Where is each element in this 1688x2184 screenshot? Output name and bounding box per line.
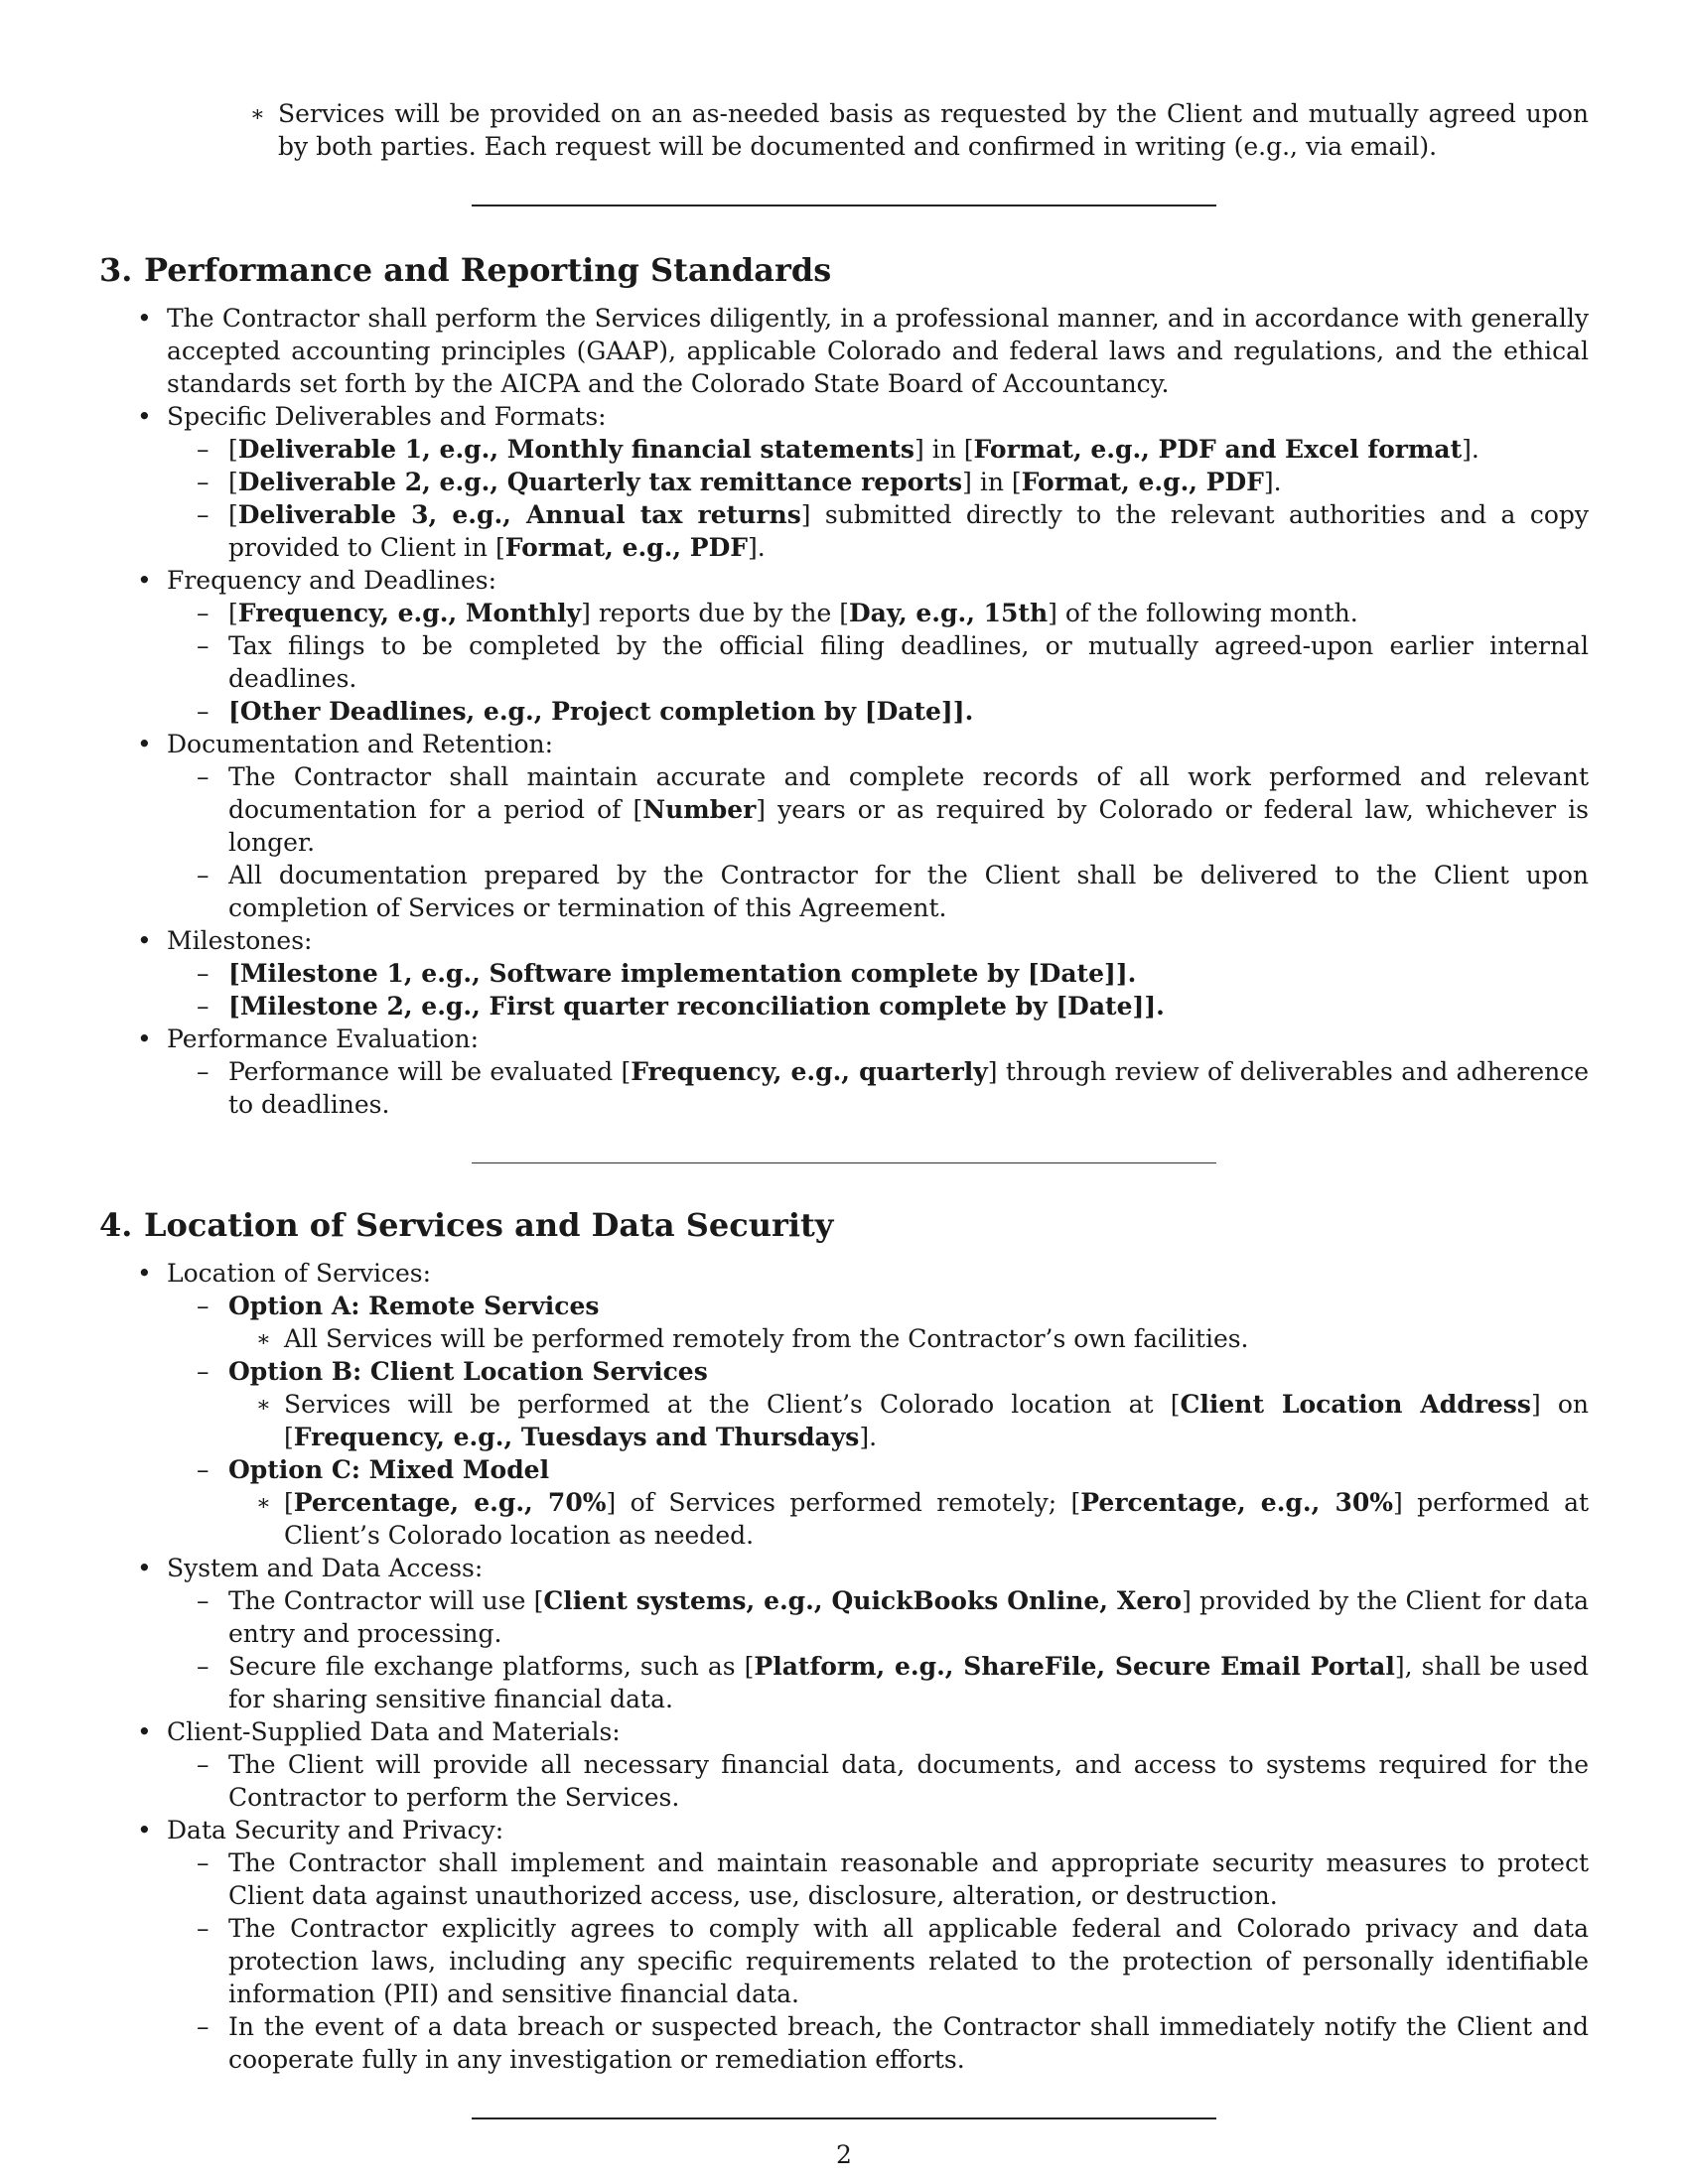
list-item: [99, 564, 1589, 728]
list-item: [167, 1846, 1589, 1912]
item-text: Secure file exchange platforms, such as: [228, 1652, 736, 1681]
item-label: Location of Services:: [167, 1259, 431, 1288]
item-label: Milestones:: [167, 926, 313, 955]
asterisk-bullet-icon: ∗: [250, 102, 265, 127]
section-title: Location of Services and Data Security: [144, 1206, 834, 1244]
frequency-list: [99, 597, 1589, 728]
list-item: [99, 1023, 1589, 1121]
placeholder-text: Platform, e.g., ShareFile, Secure Email Portal: [754, 1652, 1395, 1681]
list-item: – [Deliverable 1, e.g., Monthly financial statements] in [Format, e.g., PDF and Excel format].: [167, 433, 1589, 466]
option-a-details: [167, 1322, 1589, 1355]
placeholder-text: Format, e.g., PDF: [504, 533, 748, 562]
placeholder-text: Client systems, e.g., QuickBooks Online, Xero: [543, 1586, 1183, 1615]
item-text: , shall be used for sharing sensitive financial data.: [228, 1652, 1589, 1713]
item-text: The Contractor explicitly agrees to comply with all applicable federal and Colorado privacy and data protection laws, including any specific requirements related to the protection of personally identifiable information (PII) and sensitive financial data.: [228, 1914, 1589, 2008]
list-item: [99, 1257, 1589, 1552]
item-text: The Contractor shall implement and maintain reasonable and appropriate security measures to protect Client data against unauthorized access, use, disclosure, alteration, or destruction.: [228, 1848, 1589, 1910]
location-options-list: [99, 1290, 1589, 1552]
placeholder-text: Day, e.g., 15th: [848, 599, 1049, 627]
option-b-details: [167, 1388, 1589, 1453]
placeholder-text: Format, e.g., PDF and Excel format: [973, 435, 1463, 464]
placeholder-text: [Milestone 1, e.g., Software implementation complete by [Date]].: [228, 959, 1137, 988]
placeholder-text: Frequency, e.g., quarterly: [631, 1057, 988, 1086]
placeholder-text: Percentage, e.g., 70%: [293, 1488, 607, 1517]
list-item: – The Contractor shall maintain accurate and complete records of all work performed and relevant documentation for a period of [Number] years or as required by Colorado or federal law, whichever is longer.: [167, 760, 1589, 859]
list-item: [167, 629, 1589, 695]
item-text: in: [979, 468, 1004, 496]
item-text: The Contractor shall perform the Services diligently, in a professional manner, and in accordance with generally accepted accounting principles (GAAP), applicable Colorado and federal laws and regulations, and the ethical standards set forth by the AICPA and the Colorado State Board of Accountancy.: [167, 304, 1589, 398]
list-item: – [Deliverable 3, e.g., Annual tax returns] submitted directly to the relevant authorities and a copy provided to Client in [Format, e.g., PDF].: [167, 498, 1589, 564]
list-item: [99, 728, 1589, 924]
option-title: Option C: Mixed Model: [228, 1455, 550, 1484]
item-label: Documentation and Retention:: [167, 730, 554, 758]
list-item: ∗ [Percentage, e.g., 70%] of Services performed remotely; [Percentage, e.g., 30%] performed at Client’s Colorado location as needed.: [228, 1486, 1589, 1552]
evaluation-list: [99, 1055, 1589, 1121]
placeholder-text: Deliverable 2, e.g., Quarterly tax remittance reports: [237, 468, 963, 496]
continued-list: [248, 97, 1589, 163]
section4-list: [99, 1257, 1589, 2076]
list-item: [167, 695, 1589, 728]
list-item: [167, 990, 1589, 1023]
list-item: [167, 859, 1589, 924]
list-item: [167, 1912, 1589, 2010]
item-text: performed at Client’s Colorado location as needed.: [284, 1488, 1590, 1550]
placeholder-text: Percentage, e.g., 30%: [1080, 1488, 1393, 1517]
section-heading-performance: [99, 250, 1589, 290]
page-number: 2: [836, 2140, 852, 2169]
list-item: – Performance will be evaluated [Frequency, e.g., quarterly] through review of deliverables and adherence to deadlines.: [167, 1055, 1589, 1121]
placeholder-text: Frequency, e.g., Monthly: [237, 599, 582, 627]
option-title: Option A: Remote Services: [228, 1292, 600, 1320]
placeholder-text: Frequency, e.g., Tuesdays and Thursdays: [293, 1423, 860, 1451]
list-item: [167, 1453, 1589, 1552]
list-item: – [Frequency, e.g., Monthly] reports due by the [Day, e.g., 15th] of the following month.: [167, 597, 1589, 629]
item-text: on: [1557, 1390, 1590, 1419]
item-text: in: [931, 435, 956, 464]
deliverables-list: [99, 433, 1589, 564]
section-title: Performance and Reporting Standards: [144, 251, 832, 289]
list-item: [228, 1322, 1589, 1355]
item-text: Services will be performed at the Client’s Colorado location at: [284, 1390, 1154, 1419]
item-text: years or as required by Colorado or federal law, whichever is longer.: [228, 795, 1590, 857]
item-label: Specific Deliverables and Formats:: [167, 402, 607, 431]
security-list: [99, 1846, 1589, 2076]
milestones-list: [99, 957, 1589, 1023]
section3-list: [99, 302, 1589, 1121]
section-divider: [472, 2117, 1216, 2119]
item-text: reports due by the: [598, 599, 832, 627]
list-item: – Secure file exchange platforms, such as [Platform, e.g., ShareFile, Secure Email Portal], shall be used for sharing sensitive financial data.: [167, 1650, 1589, 1715]
item-text: The Contractor will use: [228, 1586, 526, 1615]
list-item: – [Deliverable 2, e.g., Quarterly tax remittance reports] in [Format, e.g., PDF].: [167, 466, 1589, 498]
list-item: [99, 1552, 1589, 1715]
item-text: through review of deliverables and adherence to deadlines.: [228, 1057, 1590, 1119]
placeholder-text: [Milestone 2, e.g., First quarter reconciliation complete by [Date]].: [228, 992, 1165, 1021]
page-content: [99, 97, 1589, 2119]
placeholder-text: Format, e.g., PDF: [1021, 468, 1264, 496]
placeholder-text: Deliverable 3, e.g., Annual tax returns: [237, 500, 801, 529]
section-heading-location: [99, 1205, 1589, 1245]
system-access-list: [99, 1584, 1589, 1715]
item-text: of the following month.: [1064, 599, 1358, 627]
placeholder-text: Client Location Address: [1180, 1390, 1531, 1419]
item-label: System and Data Access:: [167, 1554, 484, 1582]
list-item: [167, 1748, 1589, 1814]
supplied-data-list: [99, 1748, 1589, 1814]
option-c-details: [167, 1486, 1589, 1552]
item-label: Performance Evaluation:: [167, 1024, 480, 1053]
item-text: Performance will be evaluated: [228, 1057, 614, 1086]
list-item: [248, 97, 1589, 163]
list-item: [99, 400, 1589, 564]
list-item: [99, 924, 1589, 1023]
list-item: [167, 1355, 1589, 1453]
item-text: of Services performed remotely;: [630, 1488, 1057, 1517]
item-text: The Contractor shall maintain accurate and complete records of all work performed and relevant documentation for a period of: [228, 762, 1589, 824]
item-text: submitted directly to the relevant authorities and a copy provided to Client in: [228, 500, 1589, 562]
item-text: Services will be provided on an as-needed basis as requested by the Client and mutually agreed upon by both parties. Each request will be documented and confirmed in writing (e.g., via email).: [278, 99, 1589, 161]
item-text: All documentation prepared by the Contractor for the Client shall be delivered to the Client upon completion of Services or termination of this Agreement.: [228, 861, 1589, 922]
documentation-list: [99, 760, 1589, 924]
list-item: [99, 1814, 1589, 2076]
item-text: In the event of a data breach or suspected breach, the Contractor shall immediately notify the Client and cooperate fully in any investigation or remediation efforts.: [228, 2012, 1589, 2074]
item-text: The Client will provide all necessary financial data, documents, and access to systems required for the Contractor to perform the Services.: [228, 1750, 1589, 1812]
section-number: 3.: [99, 251, 133, 289]
placeholder-text: Deliverable 1, e.g., Monthly financial statements: [237, 435, 914, 464]
list-item: [99, 302, 1589, 400]
item-text: All Services will be performed remotely from the Contractor’s own facilities.: [284, 1324, 1249, 1353]
list-item: – The Contractor will use [Client systems, e.g., QuickBooks Online, Xero] provided by the Client for data entry and processing.: [167, 1584, 1589, 1650]
item-text: provided by the Client for data entry and processing.: [228, 1586, 1590, 1648]
list-item: [99, 1715, 1589, 1814]
placeholder-text: Number: [642, 795, 757, 824]
option-title: Option B: Client Location Services: [228, 1357, 708, 1386]
list-item: ∗ Services will be performed at the Client’s Colorado location at [Client Location Address] on [Frequency, e.g., Tuesdays and Thursdays].: [228, 1388, 1589, 1453]
item-label: Frequency and Deadlines:: [167, 566, 497, 595]
list-item: [167, 957, 1589, 990]
placeholder-text: [Other Deadlines, e.g., Project completion by [Date]].: [228, 697, 974, 726]
section-number: 4.: [99, 1206, 133, 1244]
item-text: Tax filings to be completed by the official filing deadlines, or mutually agreed-upon earlier internal deadlines.: [228, 631, 1589, 693]
list-item: [167, 2010, 1589, 2076]
item-label: Data Security and Privacy:: [167, 1816, 504, 1844]
list-item: [167, 1290, 1589, 1355]
item-label: Client-Supplied Data and Materials:: [167, 1717, 621, 1746]
